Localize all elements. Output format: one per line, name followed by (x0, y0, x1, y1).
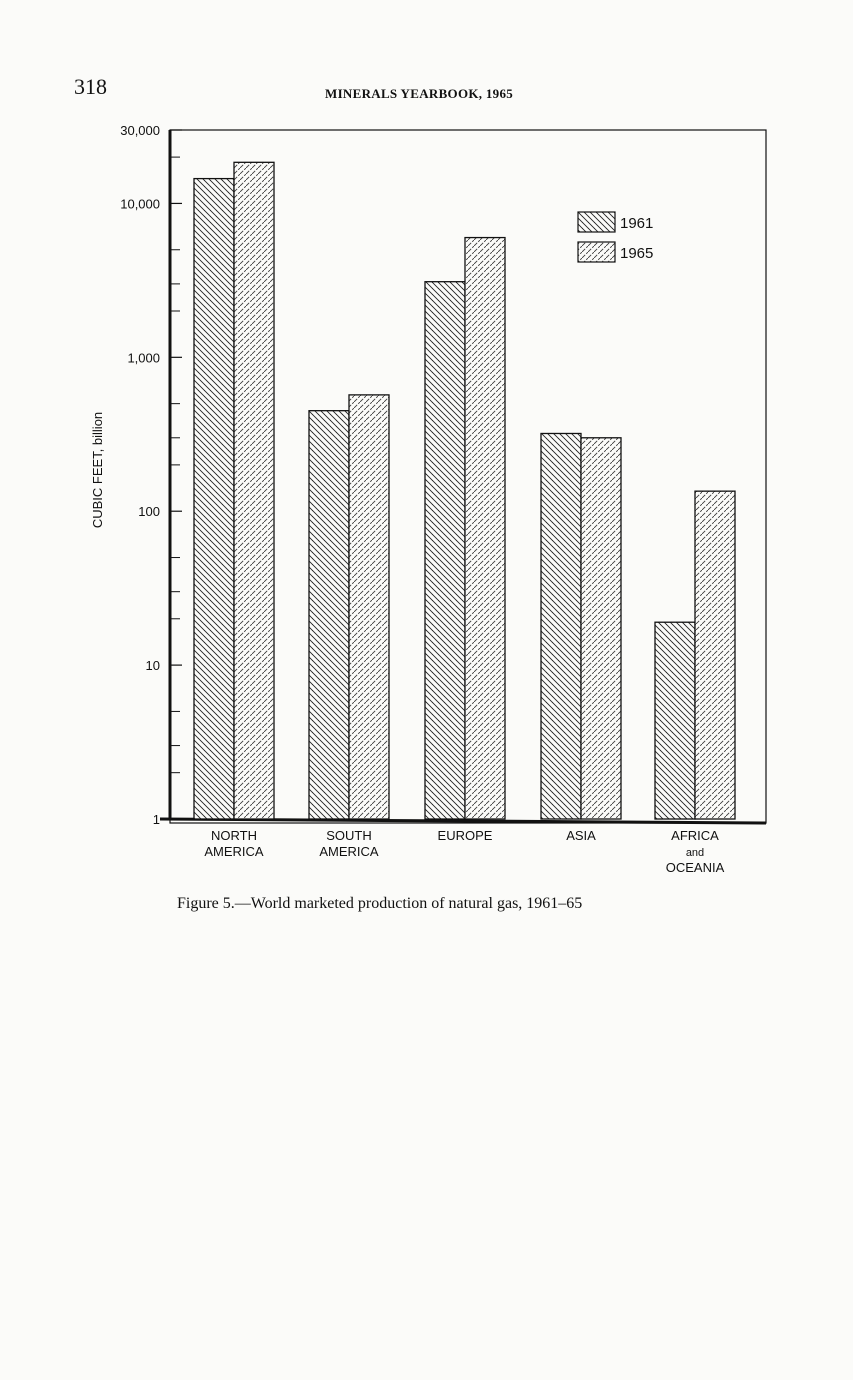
y-tick-label: 10,000 (120, 196, 160, 212)
category-label: NORTH (211, 828, 257, 843)
category-label: OCEANIA (665, 860, 725, 875)
legend-label: 1965 (620, 245, 654, 262)
bar-1961-3 (541, 433, 581, 819)
bar-1965-3 (581, 438, 621, 819)
y-axis-title: CUBIC FEET, billion (90, 411, 105, 529)
y-tick-label: 1,000 (127, 350, 160, 366)
category-label: EUROPE (437, 828, 493, 843)
category-label: ASIA (566, 828, 596, 843)
y-tick-label: 1 (152, 812, 160, 827)
bar-1961-2 (425, 282, 465, 819)
category-label: AFRICA (671, 828, 719, 843)
legend-swatch-1961 (578, 212, 615, 232)
bar-1965-4 (695, 491, 735, 819)
figure-caption: Figure 5.—World marketed production of natural gas, 1961–65 (177, 895, 583, 912)
bar-1965-2 (465, 238, 505, 819)
legend-label: 1961 (620, 215, 654, 232)
category-label: AMERICA (319, 844, 379, 859)
y-tick-label: 100 (138, 504, 160, 520)
legend-swatch-1965 (578, 242, 615, 262)
bar-1965-0 (234, 162, 274, 819)
page-number: 318 (74, 74, 107, 99)
y-tick-label: 10 (145, 658, 160, 674)
legend (578, 212, 653, 262)
category-label: SOUTH (326, 828, 372, 843)
category-label: AMERICA (204, 844, 264, 859)
bar-1965-1 (349, 395, 389, 819)
running-head: MINERALS YEARBOOK, 1965 (325, 86, 514, 101)
y-tick-label: 30,000 (120, 123, 160, 138)
category-label: and (685, 847, 705, 859)
bar-1961-0 (194, 179, 234, 819)
bar-1961-4 (655, 622, 695, 819)
bar-1961-1 (309, 411, 349, 819)
